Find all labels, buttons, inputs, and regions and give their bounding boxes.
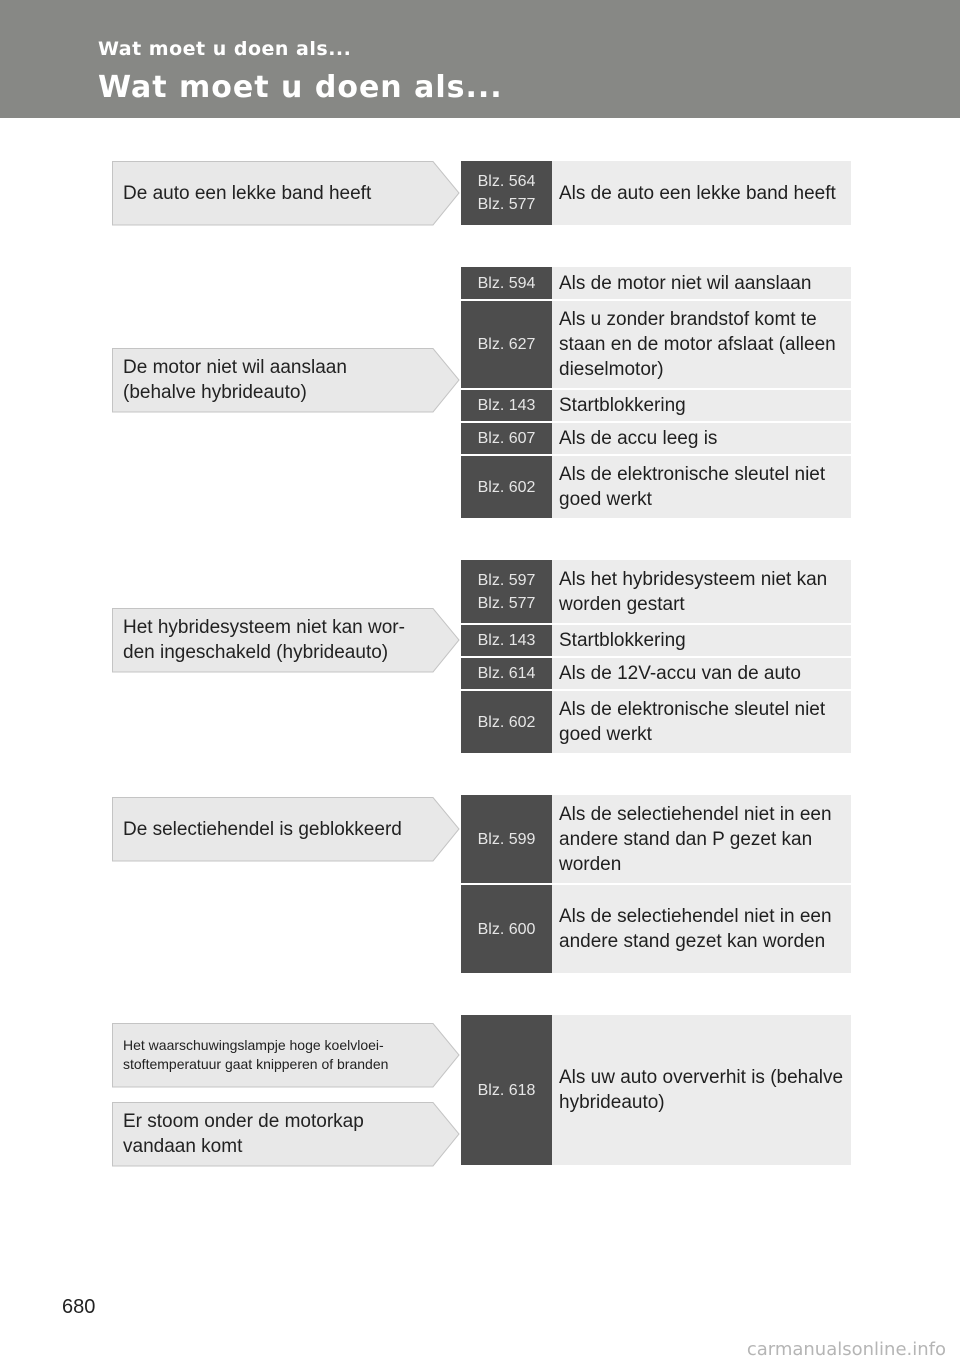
description-cell: Startblokkering bbox=[552, 625, 851, 656]
situation-steam-from-hood: Er stoom onder de motorkap vandaan komt bbox=[123, 1111, 364, 1157]
page-reference[interactable]: Blz. 143 bbox=[461, 625, 552, 656]
watermark: carmanualsonline.info bbox=[746, 1339, 946, 1360]
description-cell: Als uw auto oververhit is (behalve hybrideauto) bbox=[552, 1015, 851, 1165]
situation-coolant-warning-light: Het waarschuwingslampje hoge koelvloei-stoftemperatuur gaat knipperen of branden bbox=[123, 1037, 389, 1072]
situation-shift-lever-locked: De selectiehendel is geblokkeerd bbox=[123, 818, 402, 840]
description-cell: Als het hybridesysteem niet kan worden gestart bbox=[552, 560, 851, 623]
description-cell: Startblokkering bbox=[552, 390, 851, 421]
page-reference[interactable]: Blz. 602 bbox=[461, 691, 552, 753]
situation-flat-tire: De auto een lekke band heeft bbox=[123, 182, 372, 204]
page-number: 680 bbox=[62, 1296, 96, 1318]
situation-engine-wont-start: De motor niet wil aanslaan (behalve hybrideauto) bbox=[123, 357, 347, 403]
description-cell: Als de elektronische sleutel niet goed werkt bbox=[552, 456, 851, 518]
page-reference[interactable]: Blz. 607 bbox=[461, 423, 552, 454]
description-cell: Als u zonder brandstof komt te staan en de motor afslaat (alleen dieselmotor) bbox=[552, 301, 851, 388]
page-reference[interactable]: Blz. 594 bbox=[461, 267, 552, 299]
description-cell: Als de accu leeg is bbox=[552, 423, 851, 454]
page-reference[interactable]: Blz. 564 Blz. 577 bbox=[461, 161, 552, 225]
page-reference[interactable]: Blz. 599 bbox=[461, 795, 552, 883]
page-reference[interactable]: Blz. 627 bbox=[461, 301, 552, 388]
page-reference[interactable]: Blz. 602 bbox=[461, 456, 552, 518]
description-cell: Als de motor niet wil aanslaan bbox=[552, 267, 851, 299]
header-subtitle: Wat moet u doen als... bbox=[98, 38, 352, 60]
header-title: Wat moet u doen als... bbox=[98, 70, 503, 105]
description-cell: Als de selectiehendel niet in een andere stand gezet kan worden bbox=[552, 885, 851, 973]
page-reference[interactable]: Blz. 143 bbox=[461, 390, 552, 421]
description-cell: Als de selectiehendel niet in een andere stand dan P gezet kan worden bbox=[552, 795, 851, 883]
description-cell: Als de 12V-accu van de auto bbox=[552, 658, 851, 689]
page-reference[interactable]: Blz. 597 Blz. 577 bbox=[461, 560, 552, 623]
page-reference[interactable]: Blz. 600 bbox=[461, 885, 552, 973]
page-reference[interactable]: Blz. 618 bbox=[461, 1015, 552, 1165]
situation-hybrid-system-wont-start: Het hybridesysteem niet kan wor-den ingeschakeld (hybrideauto) bbox=[123, 617, 405, 663]
page-header bbox=[0, 0, 960, 118]
description-cell: Als de elektronische sleutel niet goed werkt bbox=[552, 691, 851, 753]
page-reference[interactable]: Blz. 614 bbox=[461, 658, 552, 689]
description-cell: Als de auto een lekke band heeft bbox=[552, 161, 851, 225]
